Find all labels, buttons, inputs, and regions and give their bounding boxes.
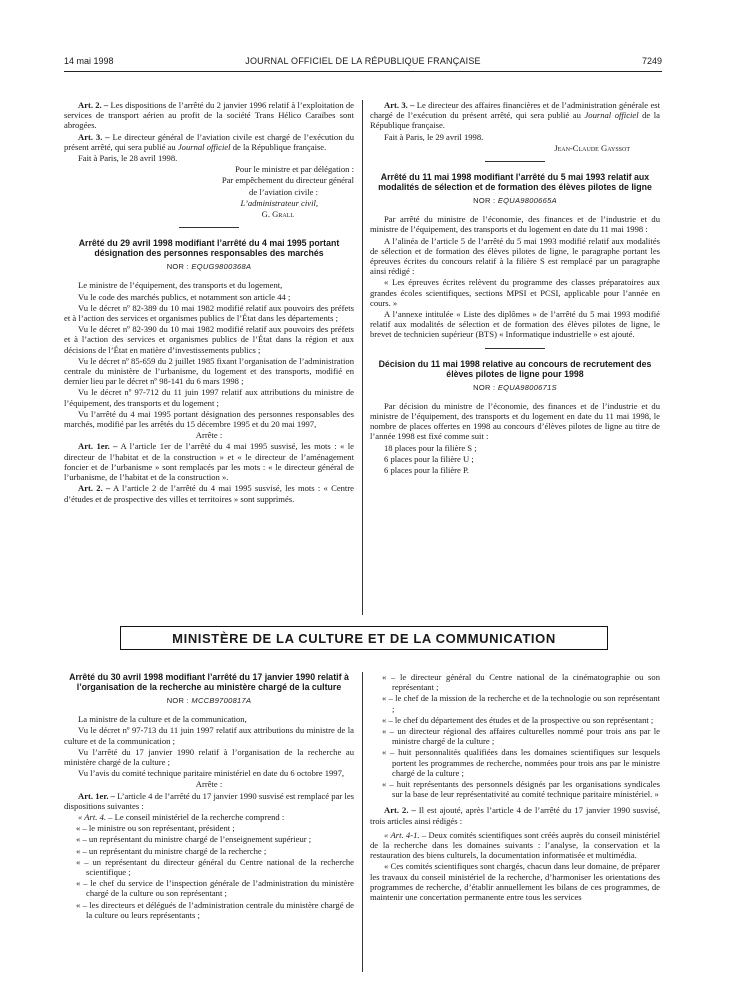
article-1: Art. 1er. – L’article 4 de l’arrêté du 17 janvier 1990 susvisé est remplacé par les dispositions suivantes : [64, 790, 354, 811]
paragraph: La ministre de la culture et de la communication, [78, 714, 247, 725]
page-number: 7249 [641, 56, 662, 66]
list-item: 6 places pour la filière U ; [384, 453, 474, 464]
list-item: « – le chef du service de l’inspection générale de l’administration du ministère chargé de la culture ou son représentant ; [76, 878, 354, 899]
signature-role: L’administrateur civil, [240, 197, 318, 208]
article-4: « Art. 4. – Le conseil ministériel de la recherche comprend : [78, 812, 285, 823]
paragraph: « Les épreuves écrites relèvent du programme des classes préparatoires aux grandes écoles scientifiques, sections MPSI et PCSI, applicable pour l’année en cours. » [370, 277, 660, 308]
separator [485, 161, 545, 162]
paragraph: Vu le décret nº 97-713 du 11 juin 1997 relatif aux attributions du ministre de la culture et de la communication ; [64, 725, 354, 746]
separator [485, 348, 545, 349]
article-3: Art. 3. – Le directeur des affaires financières et de l’administration générale est chargé de l’exécution du présent arrêté, qui sera publié au Journal officiel de la République française. [370, 100, 660, 131]
signature-line: Pour le ministre et par délégation : [235, 164, 354, 175]
arrete-heading: Arrête : [195, 430, 223, 441]
right-column-bottom [370, 672, 660, 903]
column-divider [362, 672, 363, 972]
article-1: Art. 1er. – A l’article 1er de l’arrêté du 4 mai 1995 susvisé, les mots : « le directeur de l’habitat et de la construction » et « le directeur de l’aménagement foncier et de l’urbanisme » sont remplacés par les mots : « le directeur général de l’urbanisme, de l’habitat et de la construction ». [64, 441, 354, 483]
signature-name: Jean-Claude Gayssot [554, 142, 630, 153]
list-item: « – les directeurs et délégués de l’administration centrale du ministère chargé de la culture ou leurs représentants ; [76, 899, 354, 920]
decision-title: Décision du 11 mai 1998 relative au concours de recrutement des élèves pilotes de ligne pour 1998 [378, 358, 652, 379]
list-item: « – huit représentants des personnels désignés par les organisations syndicales sur la base de leur représentativité au comité technique paritaire ministériel. » [382, 779, 660, 800]
paragraph: Vu l’avis du comité technique paritaire ministériel en date du 6 octobre 1997, [78, 768, 345, 779]
paragraph: Vu le code des marchés publics, et notamment son article 44 ; [78, 291, 291, 302]
paragraph: A l’annexe intitulée « Liste des diplômes » de l’arrêté du 5 mai 1993 modifié relatif aux modalités de sélection et de formation des élèves pilotes de ligne, le brevet de technicien supérieur (BTS) « Informatique industrielle » est ajouté. [370, 309, 660, 340]
decree-title: Arrêté du 29 avril 1998 modifiant l’arrêté du 4 mai 1995 portant désignation des personnes responsables des marchés [78, 238, 340, 259]
article-2: Art. 2. – Les dispositions de l’arrêté du 2 janvier 1996 relatif à l’exploitation de services de transport aérien au profit de la société Trans Hélico Caraïbes sont abrogées. [64, 100, 354, 131]
paragraph: Vu le décret nº 97-712 du 11 juin 1997 relatif aux attributions du ministre de l’équipement, des transports et du logement ; [64, 387, 354, 408]
arrete-heading: Arrête : [195, 779, 223, 790]
paragraph: Par arrêté du ministre de l’économie, des finances et de l’industrie et du ministre de l’équipement, des transports et du logement en date du 11 mai 1998 : [370, 214, 660, 235]
list-item: « – huit personnalités qualifiées dans les domaines scientifiques sur lesquels portent les programmes de recherche, nommées pour trois ans par le ministre chargé de la culture ; [382, 747, 660, 778]
signature-line: de l’aviation civile : [249, 186, 318, 197]
article-2: Art. 2. – Il est ajouté, après l’article 4 de l’arrêté du 17 janvier 1990 susvisé, trois articles ainsi rédigés : [370, 805, 660, 826]
page-header [64, 56, 662, 70]
paragraph: Le ministre de l’équipement, des transports et du logement, [78, 280, 283, 291]
paragraph: Vu l’arrêté du 17 janvier 1990 relatif à l’organisation de la recherche au ministère chargé de la culture ; [64, 746, 354, 768]
right-column-top [370, 100, 660, 476]
signature-name: G. Grall [261, 209, 294, 220]
header-date: 14 mai 1998 [64, 56, 114, 66]
decree-title: Arrêté du 11 mai 1998 modifiant l’arrêté du 5 mai 1993 relatif aux modalités de sélection et de formation des élèves pilotes de ligne [378, 172, 652, 193]
paragraph: « Ces comités scientifiques sont chargés, chacun dans leur domaine, de préparer les travaux du conseil ministériel de la recherche, d’harmoniser les orientations des programmes de recherche, d’établir annuellement les bilans de ces programmes, de maintenir une concertation permanente entre tous les services [370, 861, 660, 903]
nor-reference: NOR : EQUA9800665A [473, 196, 557, 206]
paragraph: A l’alinéa de l’article 5 de l’arrêté du 5 mai 1993 modifié relatif aux modalités de sélection et de formation des élèves pilotes de ligne, le paragraphe portant les épreuves écrites du concours relatif à la filière S est remplacé par un paragraphe ainsi rédigé : [370, 235, 660, 277]
nor-reference: NOR : MCCB9700817A [166, 696, 252, 705]
header-rule [64, 71, 662, 72]
left-column-bottom [64, 672, 354, 921]
paragraph: Vu le décret nº 82-389 du 10 mai 1982 modifié relatif aux pouvoirs des préfets et à l’action des services et organismes publics de l’État dans les départements ; [64, 302, 354, 324]
list-item: 18 places pour la filière S ; [384, 442, 477, 453]
paragraph: Vu le décret nº 82-390 du 10 mai 1982 modifié relatif aux pouvoirs des préfets et à l’action des services et organismes publics de l’État dans la région et aux décisions de l’État en matière d’investissements publics ; [64, 324, 354, 355]
article-2: Art. 2. – A l’article 2 de l’arrêté du 4 mai 1995 susvisé, les mots : « Centre d’études et de prospective des villes et territoires » sont supprimés. [64, 483, 354, 504]
done-at: Fait à Paris, le 29 avril 1998. [384, 131, 484, 142]
list-item: 6 places pour la filière P. [384, 465, 469, 476]
left-column-top [64, 100, 354, 505]
signature-line: Par empêchement du directeur général [221, 175, 354, 186]
nor-reference: NOR : EQUA9800671S [473, 382, 557, 392]
separator [179, 227, 239, 228]
paragraph: Vu l’arrêté du 4 mai 1995 portant désignation des personnes responsables des marchés, modifié par les arrêtés du 15 décembre 1995 et du 20 mai 1997, [64, 408, 354, 430]
decree-title: Arrêté du 30 avril 1998 modifiant l’arrêté du 17 janvier 1990 relatif à l’organisation de la recherche au ministère chargé de la culture [69, 672, 349, 692]
list-item: « – un représentant du ministre chargé de la recherche ; [76, 845, 267, 856]
article-4-1: « Art. 4-1. – Deux comités scientifiques sont créés auprès du conseil ministériel de la recherche dans les domaines suivants : l’analyse, la conservation et la restauration des biens culturels, la documentation informatisée et multimédia. [370, 829, 660, 861]
paragraph: Vu le décret nº 85-659 du 2 juillet 1985 fixant l’organisation de l’administration centrale du ministère de l’urbanisme, du logement et des transports, modifié en dernier lieu par le décret nº 98-141 du 6 mars 1998 ; [64, 355, 354, 387]
list-item: « – un représentant du ministre chargé de l’enseignement supérieur ; [76, 834, 312, 845]
journal-title: JOURNAL OFFICIEL DE LA RÉPUBLIQUE FRANÇAISE [245, 56, 481, 66]
nor-reference: NOR : EQUG9800368A [166, 262, 252, 272]
list-item: « – le chef de la mission de la recherche et de la technologie ou son représentant ; [382, 693, 660, 714]
paragraph: Par décision du ministre de l’économie, des finances et de l’industrie et du ministre de l’équipement, des transports et du logement en date du 11 mai 1998, le nombre de places offertes en 1998 au concours d’élèves pilotes de ligne au titre de l’année 1998 est fixé comme suit : [370, 400, 660, 442]
list-item: « – un représentant du directeur général du Centre national de la recherche scientifique ; [76, 856, 354, 878]
list-item: « – un directeur régional des affaires culturelles nommé pour trois ans par le ministre chargé de la culture ; [382, 726, 660, 747]
done-at: Fait à Paris, le 28 avril 1998. [78, 153, 178, 164]
list-item: « – le ministre ou son représentant, président ; [76, 823, 235, 834]
column-divider [362, 100, 363, 615]
ministry-heading: MINISTÈRE DE LA CULTURE ET DE LA COMMUNICATION [120, 626, 608, 650]
list-item: « – le directeur général du Centre national de la cinématographie ou son représentant ; [382, 672, 660, 693]
article-3: Art. 3. – Le directeur général de l’aviation civile est chargé de l’exécution du présent arrêté, qui sera publié au Journal officiel de la République française. [64, 131, 354, 152]
list-item: « – le chef du département des études et de la prospective ou son représentant ; [382, 714, 654, 725]
